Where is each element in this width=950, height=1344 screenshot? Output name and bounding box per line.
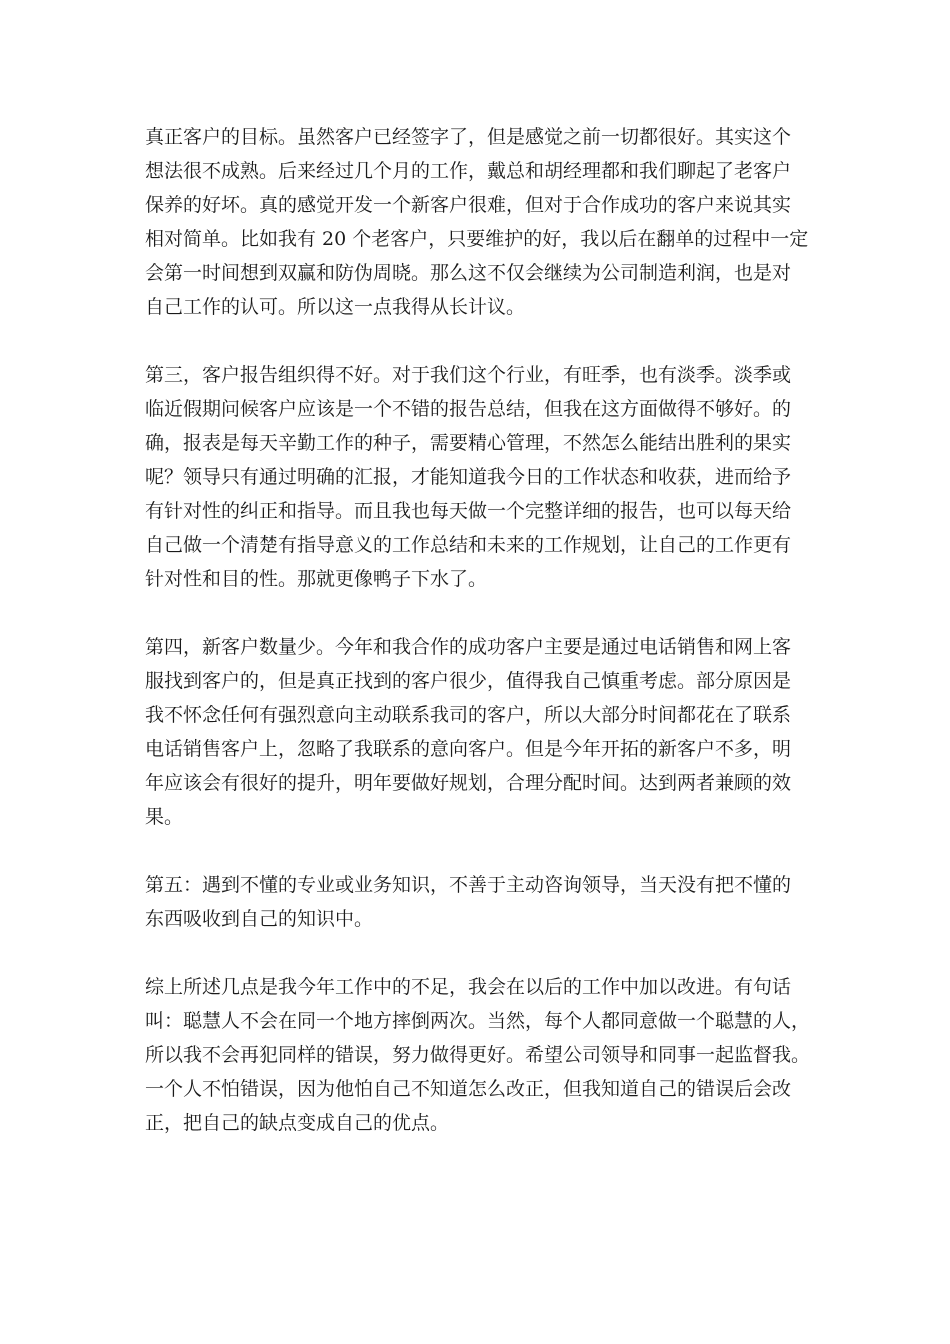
text-line: 呢？领导只有通过明确的汇报，才能知道我今日的工作状态和收获，进而给予 <box>145 466 792 488</box>
text-line: 自己工作的认可。所以这一点我得从长计议。 <box>145 296 526 318</box>
paragraph-third-point <box>145 358 815 596</box>
text-line: 第四，新客户数量少。今年和我合作的成功客户主要是通过电话销售和网上客 <box>145 636 792 658</box>
text-line: 果。 <box>145 806 184 828</box>
text-line: 针对性和目的性。那就更像鸭子下水了。 <box>145 568 488 590</box>
text-line: 真正客户的目标。虽然客户已经签字了，但是感觉之前一切都很好。其实这个 <box>145 126 792 148</box>
text-line: 年应该会有很好的提升，明年要做好规划，合理分配时间。达到两者兼顾的效 <box>145 772 792 794</box>
text-line: 正，把自己的缺点变成自己的优点。 <box>145 1112 450 1134</box>
text-line: 保养的好坏。真的感觉开发一个新客户很难，但对于合作成功的客户来说其实 <box>145 194 792 216</box>
document-body <box>145 120 815 1174</box>
text-line: 电话销售客户上，忽略了我联系的意向客户。但是今年开拓的新客户不多，明 <box>145 738 792 760</box>
text-line: 相对简单。比如我有 20 个老客户，只要维护的好，我以后在翻单的过程中一定 <box>145 228 809 250</box>
paragraph-fourth-point <box>145 630 815 834</box>
text-line: 综上所述几点是我今年工作中的不足，我会在以后的工作中加以改进。有句话 <box>145 976 792 998</box>
text-line: 叫：聪慧人不会在同一个地方摔倒两次。当然，每个人都同意做一个聪慧的人， <box>145 1010 811 1032</box>
paragraph-summary <box>145 970 815 1140</box>
text-line: 第五：遇到不懂的专业或业务知识，不善于主动咨询领导，当天没有把不懂的 <box>145 874 792 896</box>
text-line: 我不怀念任何有强烈意向主动联系我司的客户，所以大部分时间都花在了联系 <box>145 704 792 726</box>
text-line: 临近假期问候客户应该是一个不错的报告总结，但我在这方面做得不够好。的 <box>145 398 792 420</box>
text-line: 服找到客户的，但是真正找到的客户很少，值得我自己慎重考虑。部分原因是 <box>145 670 792 692</box>
text-line: 想法很不成熟。后来经过几个月的工作，戴总和胡经理都和我们聊起了老客户 <box>145 160 792 182</box>
text-line: 所以我不会再犯同样的错误，努力做得更好。希望公司领导和同事一起监督我。 <box>145 1044 811 1066</box>
text-line: 确，报表是每天辛勤工作的种子，需要精心管理，不然怎么能结出胜利的果实 <box>145 432 792 454</box>
text-line: 自己做一个清楚有指导意义的工作总结和未来的工作规划，让自己的工作更有 <box>145 534 792 556</box>
paragraph-customer-retention <box>145 120 815 324</box>
text-line: 有针对性的纠正和指导。而且我也每天做一个完整详细的报告，也可以每天给 <box>145 500 792 522</box>
text-line: 第三，客户报告组织得不好。对于我们这个行业，有旺季，也有淡季。淡季或 <box>145 364 792 386</box>
text-line: 东西吸收到自己的知识中。 <box>145 908 374 930</box>
text-line: 会第一时间想到双赢和防伪周晓。那么这不仅会继续为公司制造利润，也是对 <box>145 262 792 284</box>
paragraph-fifth-point <box>145 868 815 936</box>
text-line: 一个人不怕错误，因为他怕自己不知道怎么改正，但我知道自己的错误后会改 <box>145 1078 792 1100</box>
